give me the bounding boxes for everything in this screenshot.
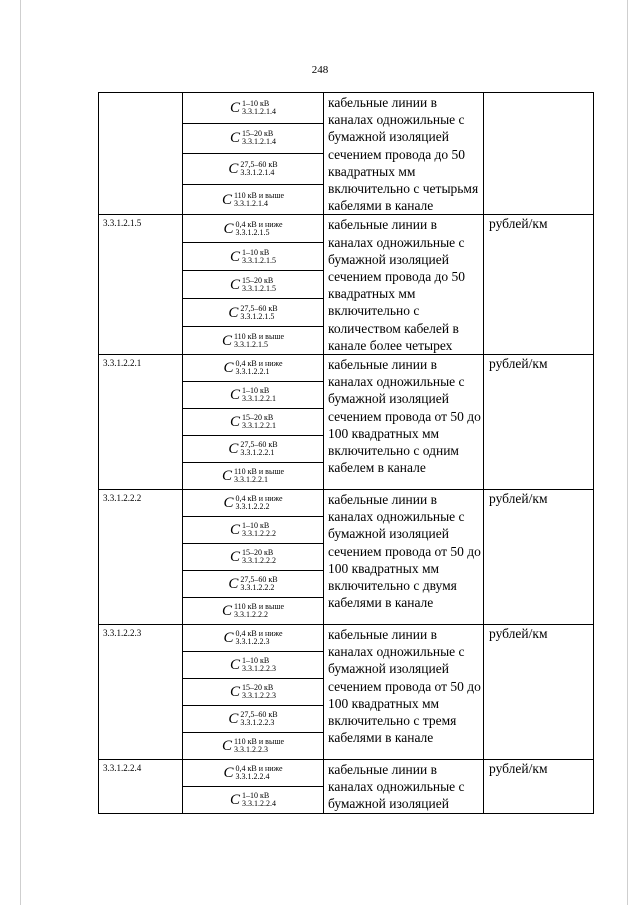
symbol-letter: C [221,468,232,485]
rate-symbol-cell [183,652,324,679]
voltage-label: 15–20 кВ [242,548,274,558]
rate-symbol [223,495,282,511]
voltage-label: 0,4 кВ и ниже [235,359,283,369]
symbol-letter: C [230,657,241,674]
rate-symbol-cell [183,544,324,571]
rate-symbol [230,657,276,673]
symbol-letter: C [230,684,241,701]
rate-symbol [228,305,277,321]
symbol-letter: C [223,495,234,512]
voltage-label: 110 кВ и выше [233,737,285,747]
voltage-label: 0,4 кВ и ниже [235,494,283,504]
rate-symbol [223,360,282,376]
rate-symbol-cell [183,463,324,490]
rate-symbol [223,765,282,781]
voltage-label: 1–10 кВ [242,247,270,257]
row-unit [484,93,594,215]
symbol-index: 3.3.1.2.2.1 [240,448,275,458]
rate-symbol-cell [183,154,324,185]
symbol-letter: C [230,130,241,147]
symbol-letter: C [230,248,241,265]
rate-symbol-cell [183,382,324,409]
voltage-label: 1–10 кВ [242,98,270,108]
rate-symbol-cell [183,571,324,598]
rate-symbol [228,576,277,592]
voltage-label: 1–10 кВ [242,521,270,531]
rate-symbol-cell [183,299,324,327]
rate-symbol-cell [183,679,324,706]
symbol-letter: C [228,576,239,593]
symbol-index: 3.3.1.2.2.2 [235,502,270,512]
table-row [99,760,594,787]
row-unit: рублей/км [484,215,594,355]
row-code: 3.3.1.2.2.1 [99,355,183,490]
symbol-index: 3.3.1.2.1.5 [235,227,270,237]
rate-symbol [230,100,276,116]
rate-symbol [222,192,284,208]
rate-symbol-cell [183,123,324,154]
symbol-index: 3.3.1.2.1.4 [233,198,268,208]
symbol-index: 3.3.1.2.1.5 [233,339,268,349]
row-code: 3.3.1.2.2.4 [99,760,183,814]
rate-symbol [228,441,277,457]
symbol-letter: C [230,387,241,404]
voltage-label: 27,5–60 кВ [240,575,278,585]
voltage-label: 27,5–60 кВ [240,303,278,313]
rate-symbol [222,468,284,484]
rate-symbol [230,387,276,403]
symbol-index: 3.3.1.2.2.4 [235,772,270,782]
rate-symbol-cell [183,490,324,517]
rate-symbol [222,738,284,754]
rate-symbol-cell [183,625,324,652]
symbol-letter: C [223,765,234,782]
symbol-index: 3.3.1.2.2.1 [233,475,268,485]
rate-symbol [230,549,276,565]
row-description: кабельные линии в каналах одножильные с бумажной изоляцией [324,760,484,814]
symbol-letter: C [230,99,241,116]
symbol-letter: C [223,220,234,237]
voltage-label: 110 кВ и выше [233,190,285,200]
symbol-index: 3.3.1.2.2.3 [242,664,276,674]
voltage-label: 1–10 кВ [242,386,270,396]
symbol-index: 3.3.1.2.1.5 [242,283,276,293]
rate-symbol-cell [183,243,324,271]
symbol-index: 3.3.1.2.2.2 [240,583,275,593]
rate-symbol [228,711,277,727]
symbol-letter: C [228,441,239,458]
row-code: 3.3.1.2.2.2 [99,490,183,625]
row-description: кабельные линии в каналах одножильные с бумажной изоляцией сечением провода от 50 до 100 квадратных мм включительно с двумя кабелями в канале [324,490,484,625]
symbol-letter: C [223,360,234,377]
voltage-label: 15–20 кВ [242,683,274,693]
voltage-label: 27,5–60 кВ [240,710,278,720]
rate-symbol-cell [183,598,324,625]
scan-edge-right [627,0,628,905]
voltage-label: 15–20 кВ [242,275,274,285]
voltage-label: 15–20 кВ [242,129,274,139]
rate-symbol-cell [183,409,324,436]
rate-symbol-cell [183,93,324,124]
row-description: кабельные линии в каналах одножильные с бумажной изоляцией сечением провода до 50 квадратных мм включительно с количеством кабелей в канале более четырех [324,215,484,355]
symbol-index: 3.3.1.2.1.4 [240,167,275,177]
rate-symbol-cell [183,436,324,463]
rate-symbol-cell [183,184,324,215]
rate-symbol [230,414,276,430]
voltage-label: 27,5–60 кВ [240,159,278,169]
rate-symbol-cell [183,215,324,243]
row-description: кабельные линии в каналах одножильные с бумажной изоляцией сечением провода от 50 до 100 квадратных мм включительно с тремя кабелями в канале [324,625,484,760]
rate-symbol [230,130,276,146]
symbol-letter: C [228,160,239,177]
voltage-label: 110 кВ и выше [233,331,285,341]
rate-symbol-cell [183,517,324,544]
table-body [99,93,594,814]
symbol-index: 3.3.1.2.2.1 [242,421,276,431]
table-row [99,93,594,124]
rate-symbol-cell [183,787,324,814]
symbol-index: 3.3.1.2.1.5 [240,311,275,321]
voltage-label: 0,4 кВ и ниже [235,219,283,229]
voltage-label: 27,5–60 кВ [240,440,278,450]
symbol-index: 3.3.1.2.2.3 [235,637,270,647]
symbol-letter: C [221,332,232,349]
row-code: 3.3.1.2.1.5 [99,215,183,355]
symbol-index: 3.3.1.2.2.4 [242,799,276,809]
rate-symbol [222,333,284,349]
rate-symbol-cell [183,733,324,760]
symbol-letter: C [228,304,239,321]
symbol-letter: C [221,738,232,755]
rate-symbol [222,603,284,619]
symbol-index: 3.3.1.2.2.3 [242,691,276,701]
symbol-letter: C [228,711,239,728]
symbol-index: 3.3.1.2.2.2 [242,529,276,539]
table-row [99,215,594,243]
voltage-label: 110 кВ и выше [233,602,285,612]
voltage-label: 1–10 кВ [242,791,270,801]
rate-symbol-cell [183,760,324,787]
symbol-letter: C [230,792,241,809]
symbol-letter: C [230,276,241,293]
symbol-index: 3.3.1.2.2.3 [233,745,268,755]
scan-edge-left [20,0,21,905]
rate-symbol [228,161,277,177]
page-number: 248 [311,64,329,76]
symbol-letter: C [221,603,232,620]
rate-symbol-cell [183,355,324,382]
row-unit: рублей/км [484,760,594,814]
table-row [99,490,594,517]
table-row [99,355,594,382]
voltage-label: 0,4 кВ и ниже [235,629,283,639]
symbol-letter: C [230,549,241,566]
rate-symbol [230,684,276,700]
voltage-label: 0,4 кВ и ниже [235,764,283,774]
row-unit: рублей/км [484,490,594,625]
symbol-index: 3.3.1.2.1.4 [242,137,276,147]
symbol-letter: C [223,630,234,647]
symbol-index: 3.3.1.2.2.1 [242,394,276,404]
rate-symbol [230,277,276,293]
table-row [99,625,594,652]
rate-symbol [223,630,282,646]
symbol-index: 3.3.1.2.1.5 [242,255,276,265]
rate-symbol-cell [183,706,324,733]
symbol-letter: C [230,522,241,539]
tariff-table [98,92,594,814]
symbol-index: 3.3.1.2.2.1 [235,367,270,377]
symbol-letter: C [230,414,241,431]
symbol-index: 3.3.1.2.2.2 [242,556,276,566]
row-description: кабельные линии в каналах одножильные с бумажной изоляцией сечением провода от 50 до 100 квадратных мм включительно с одним кабелем в канале [324,355,484,490]
row-unit: рублей/км [484,625,594,760]
voltage-label: 1–10 кВ [242,656,270,666]
rate-symbol-cell [183,271,324,299]
row-unit: рублей/км [484,355,594,490]
symbol-letter: C [221,191,232,208]
rate-symbol [230,792,276,808]
rate-symbol [223,221,282,237]
rate-symbol [230,522,276,538]
row-description: кабельные линии в каналах одножильные с бумажной изоляцией сечением провода до 50 квадратных мм включительно с четырьмя кабелями в канале [324,93,484,215]
voltage-label: 110 кВ и выше [233,467,285,477]
rate-symbol [230,249,276,265]
row-code: 3.3.1.2.2.3 [99,625,183,760]
voltage-label: 15–20 кВ [242,413,274,423]
row-code [99,93,183,215]
symbol-index: 3.3.1.2.2.2 [233,610,268,620]
rate-symbol-cell [183,327,324,355]
symbol-index: 3.3.1.2.1.4 [242,106,276,116]
symbol-index: 3.3.1.2.2.3 [240,718,275,728]
